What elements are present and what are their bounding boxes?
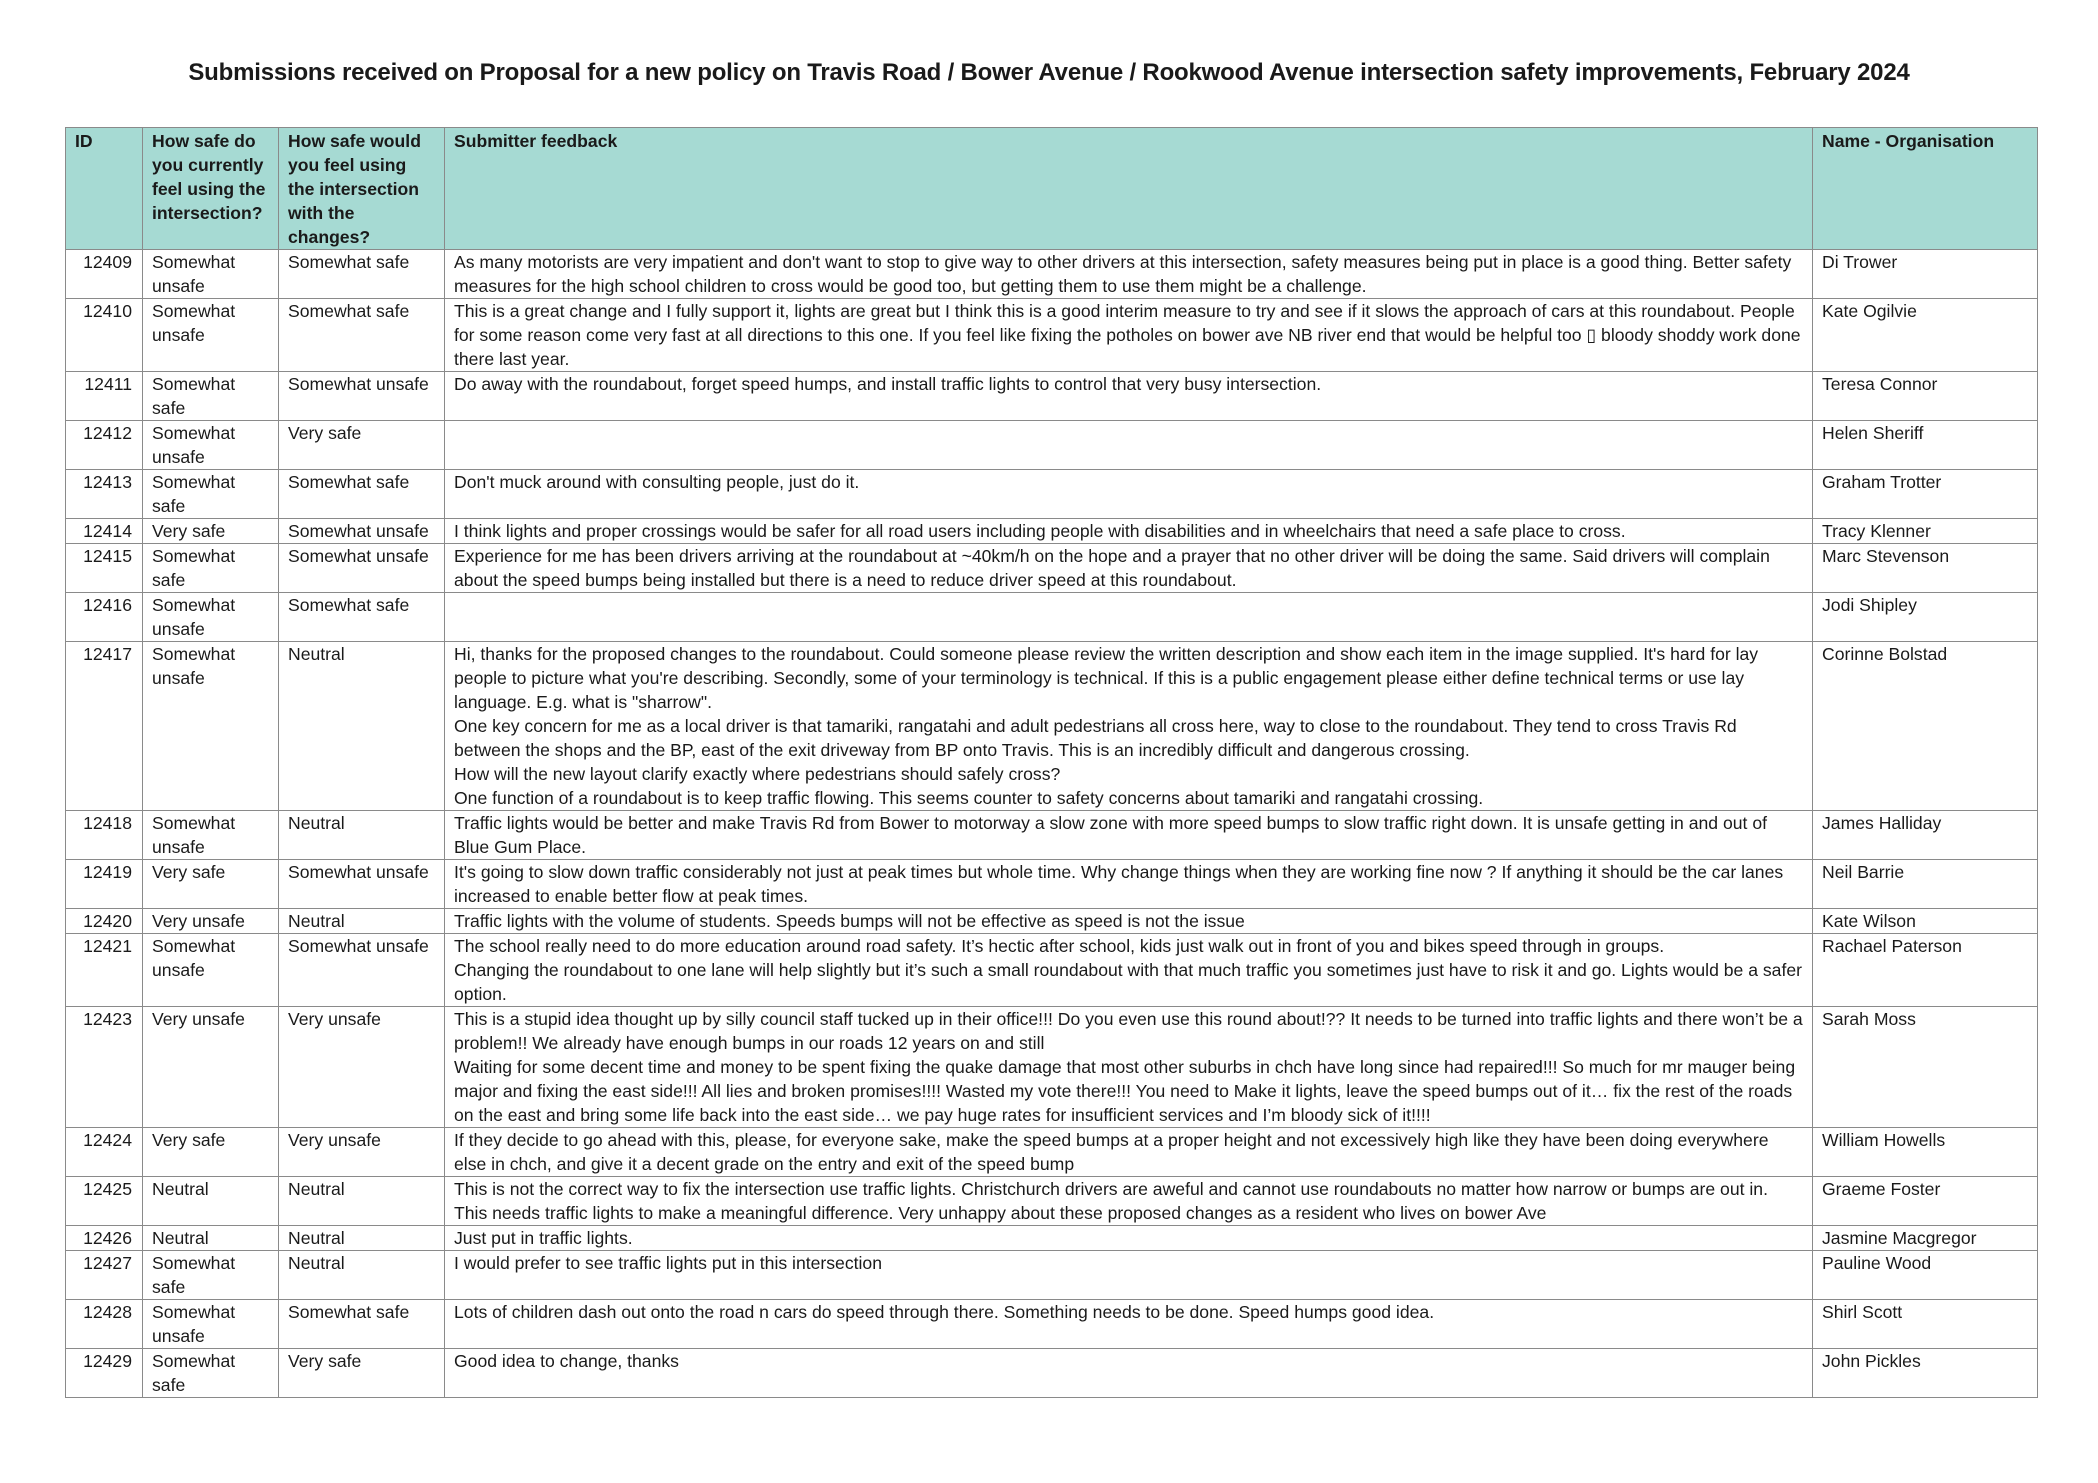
cell-current-safety: Very safe — [143, 1128, 279, 1177]
table-row — [66, 642, 2038, 811]
table-row — [66, 934, 2038, 1007]
table-row — [66, 1128, 2038, 1177]
cell-changes-safety: Very unsafe — [279, 1128, 445, 1177]
feedback-paragraph: Experience for me has been drivers arriving at the roundabout at ~40km/h on the hope and a prayer that no other driver will be doing the same. Said drivers will complain about the speed bumps being installed but there is a need to reduce driver speed at this roundabout. — [454, 546, 1770, 590]
cell-id: 12420 — [66, 909, 143, 934]
table-row — [66, 1226, 2038, 1251]
feedback-paragraph: One key concern for me as a local driver is that tamariki, rangatahi and adult pedestrians all cross here, way to close to the roundabout. They tend to cross Travis Rd between the shops and the BP, east of the exit driveway from BP onto Travis. This is an incredibly difficult and dangerous crossing. — [454, 716, 1737, 760]
cell-changes-safety: Neutral — [279, 811, 445, 860]
cell-id: 12416 — [66, 593, 143, 642]
cell-changes-safety: Very safe — [279, 1349, 445, 1398]
cell-name-organisation: Teresa Connor — [1813, 372, 2038, 421]
cell-name-organisation: Tracy Klenner — [1813, 519, 2038, 544]
cell-id: 12426 — [66, 1226, 143, 1251]
cell-id: 12419 — [66, 860, 143, 909]
cell-feedback — [445, 909, 1813, 934]
document-title: Submissions received on Proposal for a new policy on Travis Road / Bower Avenue / Rookwood Avenue intersection safety improvements, February 2024 — [188, 59, 1910, 86]
cell-id: 12409 — [66, 250, 143, 299]
cell-name-organisation: Graham Trotter — [1813, 470, 2038, 519]
cell-name-organisation: Sarah Moss — [1813, 1007, 2038, 1128]
cell-feedback — [445, 1251, 1813, 1300]
table-row — [66, 593, 2038, 642]
cell-current-safety: Somewhat unsafe — [143, 421, 279, 470]
cell-feedback — [445, 1349, 1813, 1398]
cell-current-safety: Somewhat unsafe — [143, 299, 279, 372]
cell-current-safety: Somewhat safe — [143, 372, 279, 421]
cell-feedback — [445, 934, 1813, 1007]
cell-current-safety: Somewhat unsafe — [143, 250, 279, 299]
cell-name-organisation: Jasmine Macgregor — [1813, 1226, 2038, 1251]
cell-changes-safety: Neutral — [279, 1177, 445, 1226]
feedback-paragraph: It's going to slow down traffic considerably not just at peak times but whole time. Why change things when they are working fine now ? If anything it should be the car lanes increased to enable better flow at peak times. — [454, 862, 1784, 906]
table-row — [66, 1349, 2038, 1398]
cell-current-safety: Neutral — [143, 1226, 279, 1251]
table-row — [66, 250, 2038, 299]
cell-current-safety: Somewhat safe — [143, 544, 279, 593]
cell-name-organisation: Graeme Foster — [1813, 1177, 2038, 1226]
cell-id: 12413 — [66, 470, 143, 519]
cell-changes-safety: Somewhat unsafe — [279, 934, 445, 1007]
cell-changes-safety: Somewhat unsafe — [279, 860, 445, 909]
cell-id: 12410 — [66, 299, 143, 372]
feedback-paragraph: How will the new layout clarify exactly where pedestrians should safely cross? — [454, 764, 1061, 784]
cell-name-organisation: Pauline Wood — [1813, 1251, 2038, 1300]
cell-changes-safety: Somewhat safe — [279, 250, 445, 299]
cell-id: 12423 — [66, 1007, 143, 1128]
feedback-paragraph: Hi, thanks for the proposed changes to the roundabout. Could someone please review the written description and show each item in the image supplied. It's hard for lay people to picture what you're describing. Secondly, some of your terminology is technical. If this is a public engagement please either define technical terms or use lay language. E.g. what is "sharrow". — [454, 644, 1759, 712]
table-row — [66, 1251, 2038, 1300]
submissions-table — [65, 127, 2038, 1398]
cell-name-organisation: Shirl Scott — [1813, 1300, 2038, 1349]
feedback-paragraph: Traffic lights would be better and make Travis Rd from Bower to motorway a slow zone with more speed bumps to slow traffic right down. It is unsafe getting in and out of Blue Gum Place. — [454, 813, 1767, 857]
cell-changes-safety: Somewhat safe — [279, 593, 445, 642]
cell-current-safety: Very safe — [143, 519, 279, 544]
feedback-paragraph: Changing the roundabout to one lane will help slightly but it’s such a small roundabout with that much traffic you sometimes just have to risk it and go. Lights would be a safer option. — [454, 960, 1802, 1004]
table-row — [66, 811, 2038, 860]
cell-name-organisation: Helen Sheriff — [1813, 421, 2038, 470]
cell-name-organisation: Kate Ogilvie — [1813, 299, 2038, 372]
cell-id: 12415 — [66, 544, 143, 593]
feedback-paragraph: This is a stupid idea thought up by silly council staff tucked up in their office!!! Do you even use this round about!?? It needs to be turned into traffic lights and there won’t be a problem!! We already have enough bumps in our roads 12 years on and still — [454, 1009, 1803, 1053]
cell-current-safety: Very unsafe — [143, 1007, 279, 1128]
table-row — [66, 519, 2038, 544]
feedback-paragraph: This is a great change and I fully support it, lights are great but I think this is a good interim measure to try and see if it slows the approach of cars at this roundabout. People for some reason come very fast at all directions to this one. If you feel like fixing the potholes on bower ave NB river end that would be helpful too ▯ bloody shoddy work done there last year. — [454, 301, 1801, 369]
cell-name-organisation: James Halliday — [1813, 811, 2038, 860]
cell-name-organisation: Kate Wilson — [1813, 909, 2038, 934]
table-body — [66, 250, 2038, 1398]
feedback-paragraph: Do away with the roundabout, forget speed humps, and install traffic lights to control that very busy intersection. — [454, 374, 1322, 394]
cell-name-organisation: Jodi Shipley — [1813, 593, 2038, 642]
cell-feedback — [445, 811, 1813, 860]
cell-id: 12418 — [66, 811, 143, 860]
cell-changes-safety: Neutral — [279, 909, 445, 934]
cell-current-safety: Somewhat safe — [143, 1251, 279, 1300]
header-feedback: Submitter feedback — [445, 128, 1813, 250]
cell-feedback — [445, 544, 1813, 593]
cell-feedback — [445, 1007, 1813, 1128]
table-row — [66, 470, 2038, 519]
cell-id: 12427 — [66, 1251, 143, 1300]
cell-feedback — [445, 1177, 1813, 1226]
feedback-paragraph: I think lights and proper crossings would be safer for all road users including people with disabilities and in wheelchairs that need a safe place to cross. — [454, 521, 1626, 541]
table-row — [66, 544, 2038, 593]
cell-name-organisation: Neil Barrie — [1813, 860, 2038, 909]
cell-changes-safety: Somewhat safe — [279, 299, 445, 372]
cell-name-organisation: Rachael Paterson — [1813, 934, 2038, 1007]
table-header-row — [66, 128, 2038, 250]
cell-changes-safety: Neutral — [279, 1251, 445, 1300]
cell-name-organisation: Marc Stevenson — [1813, 544, 2038, 593]
cell-current-safety: Neutral — [143, 1177, 279, 1226]
feedback-paragraph: Don't muck around with consulting people, just do it. — [454, 472, 860, 492]
feedback-paragraph: As many motorists are very impatient and don't want to stop to give way to other drivers at this intersection, safety measures being put in place is a good thing. Better safety measures for the high school children to cross would be good too, but getting them to use them might be a challenge. — [454, 252, 1792, 296]
table-row — [66, 372, 2038, 421]
cell-current-safety: Somewhat unsafe — [143, 1300, 279, 1349]
table-row — [66, 299, 2038, 372]
cell-name-organisation: John Pickles — [1813, 1349, 2038, 1398]
cell-current-safety: Somewhat unsafe — [143, 593, 279, 642]
cell-id: 12414 — [66, 519, 143, 544]
cell-name-organisation: Di Trower — [1813, 250, 2038, 299]
cell-changes-safety: Somewhat unsafe — [279, 544, 445, 593]
cell-feedback — [445, 860, 1813, 909]
cell-current-safety: Somewhat unsafe — [143, 934, 279, 1007]
cell-feedback — [445, 372, 1813, 421]
feedback-paragraph: If they decide to go ahead with this, please, for everyone sake, make the speed bumps at a proper height and not excessively high like they have been doing everywhere else in chch, and give it a decent grade on the entry and exit of the speed bump — [454, 1130, 1769, 1174]
header-id: ID — [66, 128, 143, 250]
cell-feedback — [445, 519, 1813, 544]
feedback-paragraph: Traffic lights with the volume of students. Speeds bumps will not be effective as speed is not the issue — [454, 911, 1245, 931]
cell-current-safety: Very unsafe — [143, 909, 279, 934]
cell-changes-safety: Somewhat unsafe — [279, 519, 445, 544]
cell-feedback — [445, 421, 1813, 470]
table-row — [66, 909, 2038, 934]
feedback-paragraph: Waiting for some decent time and money to be spent fixing the quake damage that most other suburbs in chch have long since had repaired!!! So much for mr mauger being major and fixing the east side!!! All lies and broken promises!!!! Wasted my vote there!!! You need to Make it lights, leave the speed bumps out of it… fix the rest of the roads on the east and bring some life back into the east side… we pay huge rates for insufficient services and I’m bloody sick of it!!!! — [454, 1057, 1796, 1125]
feedback-paragraph: Just put in traffic lights. — [454, 1228, 633, 1248]
cell-current-safety: Somewhat unsafe — [143, 811, 279, 860]
cell-feedback — [445, 1226, 1813, 1251]
cell-id: 12424 — [66, 1128, 143, 1177]
cell-id: 12421 — [66, 934, 143, 1007]
cell-feedback — [445, 593, 1813, 642]
cell-feedback — [445, 470, 1813, 519]
feedback-paragraph: Good idea to change, thanks — [454, 1351, 679, 1371]
cell-changes-safety: Somewhat unsafe — [279, 372, 445, 421]
cell-current-safety: Somewhat unsafe — [143, 642, 279, 811]
cell-feedback — [445, 1300, 1813, 1349]
feedback-paragraph: Lots of children dash out onto the road n cars do speed through there. Something needs to be done. Speed humps good idea. — [454, 1302, 1435, 1322]
feedback-paragraph: This is not the correct way to fix the intersection use traffic lights. Christchurch drivers are aweful and cannot use roundabouts no matter how narrow or bumps are out in. This needs traffic lights to make a meaningful difference. Very unhappy about these proposed changes as a resident who lives on bower Ave — [454, 1179, 1768, 1223]
header-changes-safety: How safe would you feel using the intersection with the changes? — [279, 128, 445, 250]
cell-current-safety: Somewhat safe — [143, 470, 279, 519]
cell-changes-safety: Somewhat safe — [279, 470, 445, 519]
cell-changes-safety: Neutral — [279, 642, 445, 811]
cell-id: 12428 — [66, 1300, 143, 1349]
table-row — [66, 1007, 2038, 1128]
cell-changes-safety: Neutral — [279, 1226, 445, 1251]
cell-id: 12412 — [66, 421, 143, 470]
cell-name-organisation: Corinne Bolstad — [1813, 642, 2038, 811]
cell-id: 12425 — [66, 1177, 143, 1226]
cell-feedback — [445, 250, 1813, 299]
feedback-paragraph: The school really need to do more education around road safety. It’s hectic after school, kids just walk out in front of you and bikes speed through in groups. — [454, 936, 1665, 956]
cell-id: 12429 — [66, 1349, 143, 1398]
table-row — [66, 860, 2038, 909]
cell-changes-safety: Very unsafe — [279, 1007, 445, 1128]
feedback-paragraph: One function of a roundabout is to keep traffic flowing. This seems counter to safety concerns about tamariki and rangatahi crossing. — [454, 788, 1484, 808]
cell-feedback — [445, 642, 1813, 811]
cell-changes-safety: Somewhat safe — [279, 1300, 445, 1349]
header-current-safety: How safe do you currently feel using the intersection? — [143, 128, 279, 250]
table-row — [66, 1177, 2038, 1226]
feedback-paragraph: I would prefer to see traffic lights put in this intersection — [454, 1253, 883, 1273]
cell-current-safety: Very safe — [143, 860, 279, 909]
cell-id: 12417 — [66, 642, 143, 811]
cell-name-organisation: William Howells — [1813, 1128, 2038, 1177]
cell-current-safety: Somewhat safe — [143, 1349, 279, 1398]
cell-feedback — [445, 299, 1813, 372]
cell-id: 12411 — [66, 372, 143, 421]
cell-feedback — [445, 1128, 1813, 1177]
cell-changes-safety: Very safe — [279, 421, 445, 470]
header-name-organisation: Name - Organisation — [1813, 128, 2038, 250]
table-row — [66, 1300, 2038, 1349]
table-row — [66, 421, 2038, 470]
